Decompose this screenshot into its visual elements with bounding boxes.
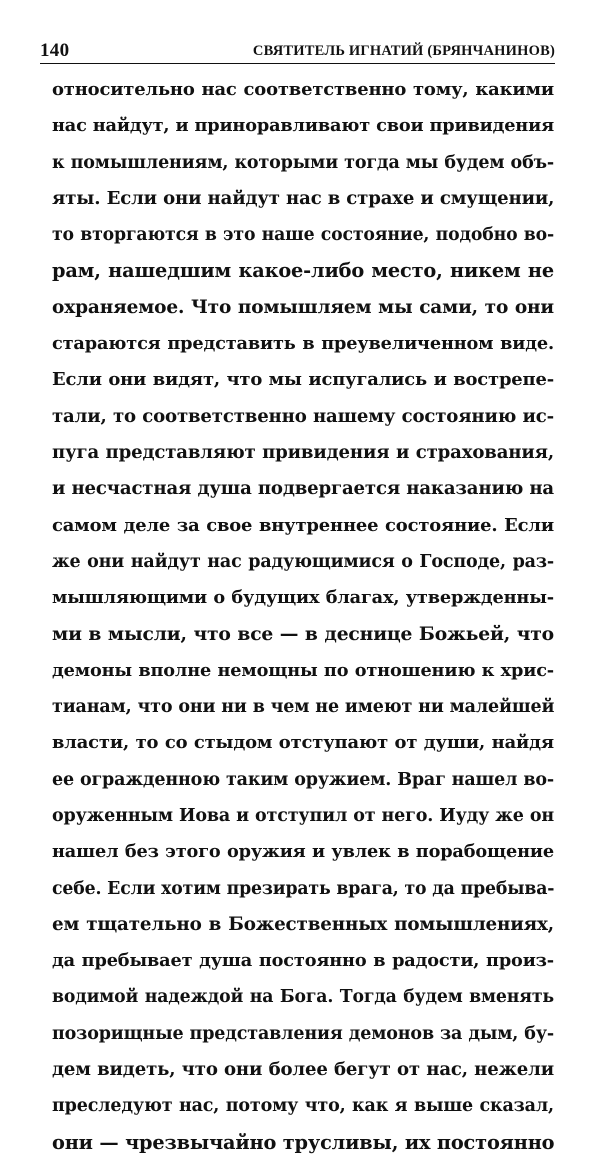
text-line: да пребывает душа постоянно в радости, произ- bbox=[52, 950, 554, 972]
running-title: СВЯТИТЕЛЬ ИГНАТИЙ (БРЯНЧАНИНОВ) bbox=[252, 43, 555, 59]
text-line: Если они видят, что мы испугались и вострепе- bbox=[52, 369, 554, 391]
text-line: дем видеть, что они более бегут от нас, нежели bbox=[52, 1059, 554, 1081]
body-text bbox=[52, 72, 554, 1161]
text-line: водимой надеждой на Бога. Тогда будем вменять bbox=[52, 987, 554, 1008]
text-line: рам, нашедшим какое-либо место, никем не bbox=[52, 259, 554, 283]
text-line: демоны вполне немощны по отношению к хрис- bbox=[52, 659, 554, 681]
text-line: преследуют нас, потому что, как я выше сказал, bbox=[52, 1096, 554, 1117]
page-header bbox=[40, 34, 555, 62]
text-line: и несчастная душа подвергается наказанию на bbox=[52, 478, 554, 500]
text-line: самом деле за свое внутреннее состояние. Если bbox=[52, 514, 554, 536]
text-line: оруженным Иова и отступил от него. Иуду же он bbox=[52, 805, 554, 826]
text-line: ем тщательно в Божественных помышлениях, bbox=[52, 913, 554, 935]
text-line: относительно нас соответственно тому, какими bbox=[52, 79, 554, 100]
text-line: мышляющими о будущих благах, утвержденны- bbox=[52, 587, 554, 609]
text-line: же они найдут нас радующимися о Господе, раз- bbox=[52, 551, 554, 572]
text-line: охраняемое. Что помышляем мы сами, то они bbox=[52, 296, 554, 318]
header-rule bbox=[40, 63, 555, 64]
text-line: себе. Если хотим презирать врага, то да пребыва- bbox=[52, 878, 555, 899]
text-line: нашел без этого оружия и увлек в порабощение bbox=[52, 841, 554, 863]
text-line: стараются представить в преувеличенном виде. bbox=[52, 333, 554, 355]
text-line: тианам, что они ни в чем не имеют ни малейшей bbox=[52, 697, 555, 718]
text-line: власти, то со стыдом отступают от души, найдя bbox=[52, 732, 554, 754]
text-line: нас найдут, и приноравливают свои привидения bbox=[52, 115, 554, 137]
text-line: пуга представляют привидения и страхования, bbox=[52, 441, 554, 463]
text-line: тали, то соответственно нашему состоянию ис- bbox=[52, 405, 554, 427]
text-line: ми в мысли, что все — в деснице Божьей, что bbox=[52, 623, 554, 646]
text-line: ее огражденною таким оружием. Враг нашел во- bbox=[52, 769, 554, 790]
text-line: яты. Если они найдут нас в страхе и смущении, bbox=[52, 187, 555, 209]
text-line: то вторгаются в это наше состояние, подобно во- bbox=[52, 225, 554, 246]
text-line: они — чрезвычайно трусливы, их постоянно bbox=[52, 1130, 555, 1154]
text-line: позорищные представления демонов за дым, бу- bbox=[52, 1023, 554, 1044]
page-number: 140 bbox=[40, 40, 70, 61]
text-line: к помышлениям, которыми тогда мы будем объ- bbox=[52, 152, 554, 173]
